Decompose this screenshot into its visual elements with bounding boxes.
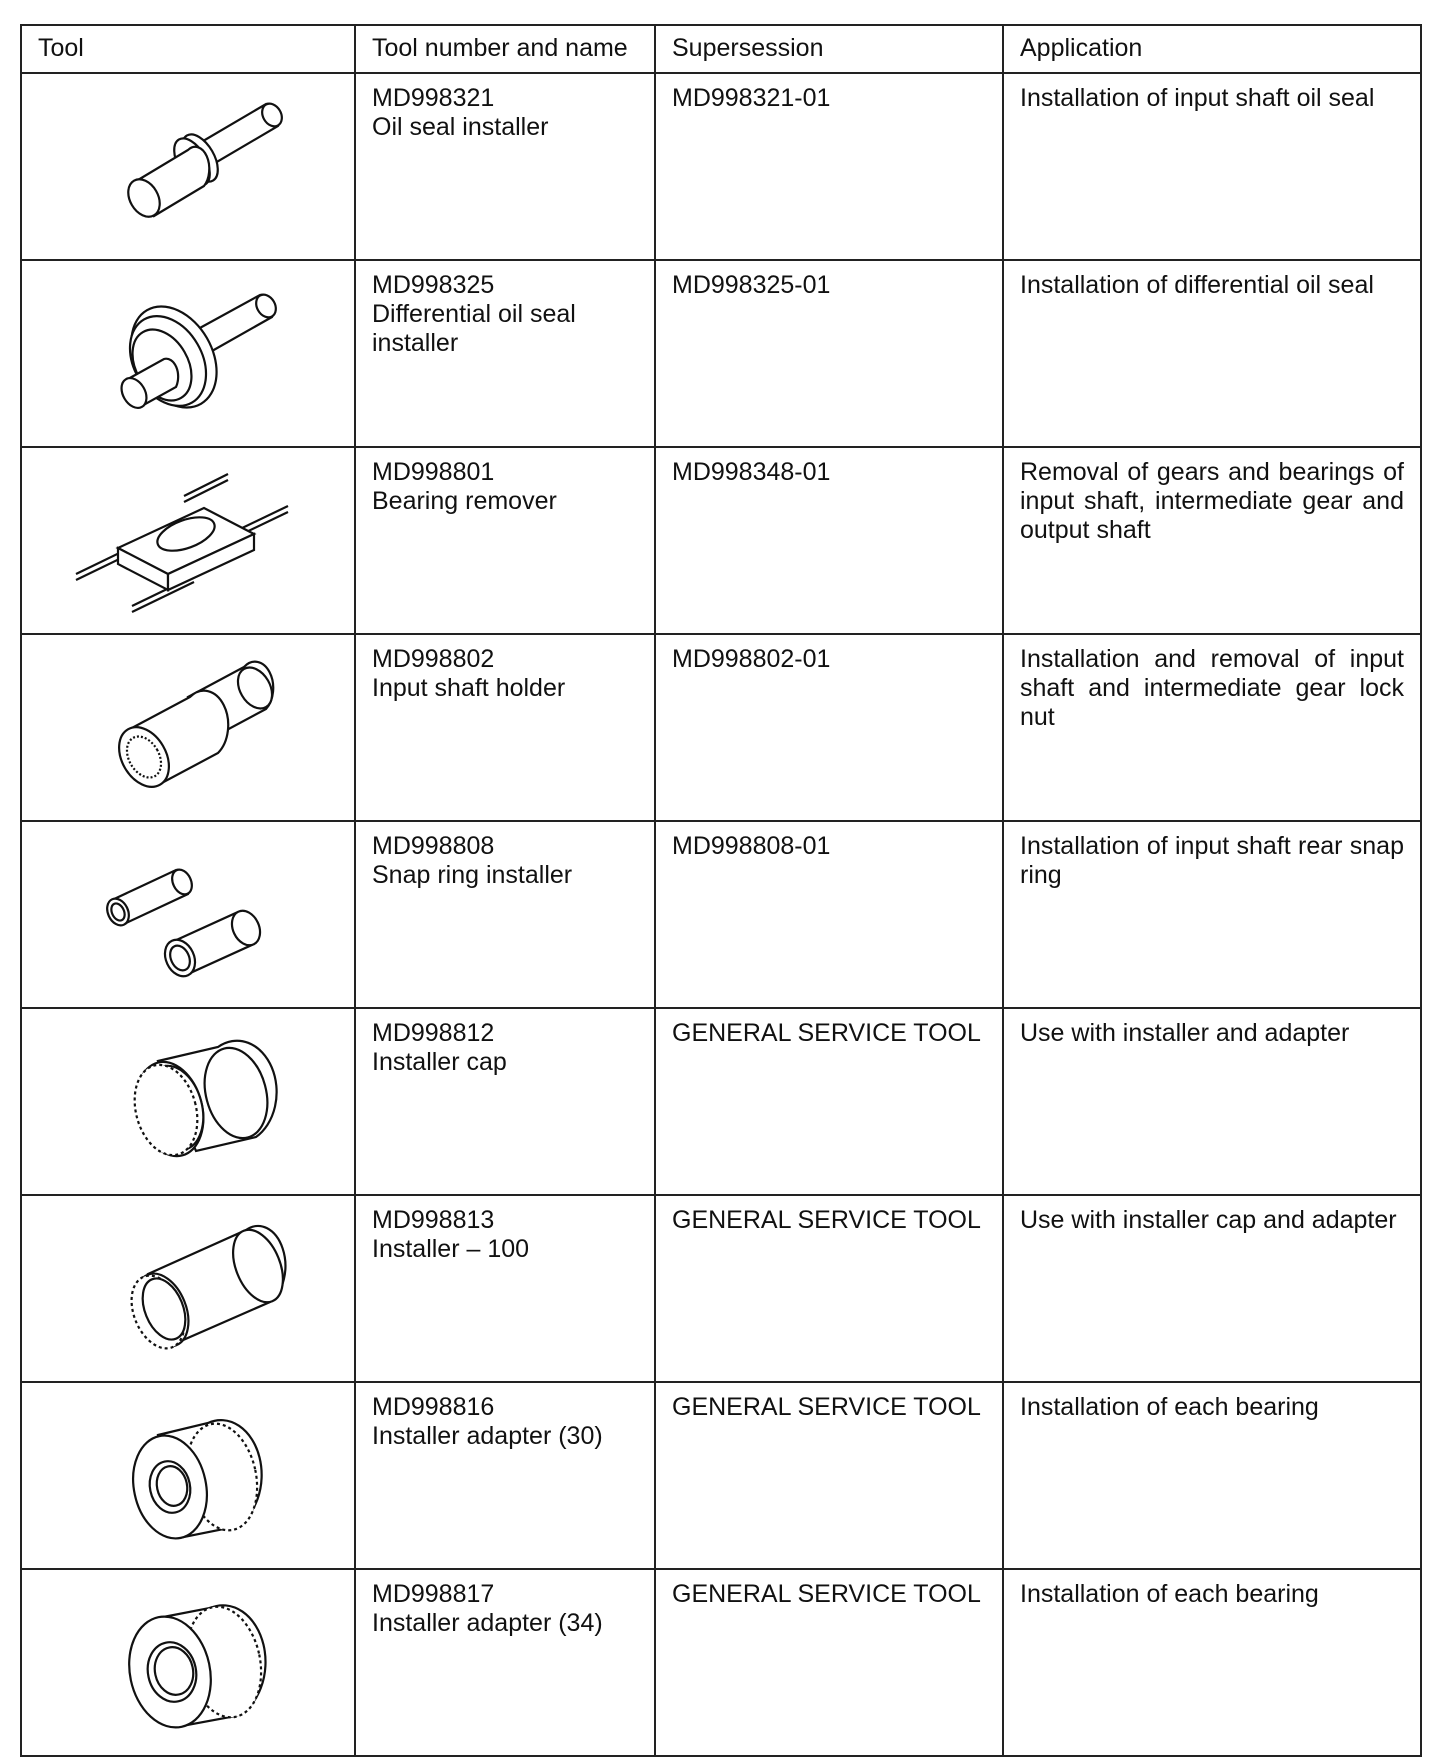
supersession-value: GENERAL SERVICE TOOL bbox=[672, 1580, 981, 1608]
application-cell bbox=[1003, 260, 1421, 447]
tool-name: Bearing remover bbox=[372, 487, 557, 515]
supersession-value: MD998808-01 bbox=[672, 832, 831, 860]
table-row bbox=[21, 1382, 1421, 1569]
tool-number: MD998801 bbox=[372, 458, 495, 486]
supersession-value: GENERAL SERVICE TOOL bbox=[672, 1019, 981, 1047]
snap-ring-installer-icon bbox=[78, 830, 298, 1000]
tool-number: MD998812 bbox=[372, 1019, 495, 1047]
tool-name: Installer cap bbox=[372, 1048, 507, 1076]
supersession-cell bbox=[655, 447, 1003, 634]
application-cell bbox=[1003, 634, 1421, 821]
header-tool: Tool bbox=[21, 25, 355, 73]
table-row bbox=[21, 634, 1421, 821]
tool-name: Input shaft holder bbox=[372, 674, 566, 702]
supersession-value: MD998802-01 bbox=[672, 645, 831, 673]
differential-oil-seal-installer-icon bbox=[78, 269, 298, 439]
installer-adapter-34-icon bbox=[78, 1578, 298, 1748]
tool-name: Installer adapter (30) bbox=[372, 1422, 603, 1450]
tool-number-name-cell bbox=[355, 1382, 655, 1569]
tool-number: MD998802 bbox=[372, 645, 495, 673]
tool-name: Installer – 100 bbox=[372, 1235, 530, 1263]
supersession-cell bbox=[655, 821, 1003, 1008]
supersession-value: MD998348-01 bbox=[672, 458, 831, 486]
tool-number-name-cell bbox=[355, 1008, 655, 1195]
tool-illustration-cell bbox=[21, 634, 355, 821]
tool-number-name-cell bbox=[355, 1569, 655, 1756]
application-cell bbox=[1003, 1008, 1421, 1195]
application-cell bbox=[1003, 821, 1421, 1008]
application-text: Use with installer and adapter bbox=[1020, 1019, 1350, 1047]
tool-number: MD998808 bbox=[372, 832, 495, 860]
application-text: Installation of each bearing bbox=[1020, 1393, 1319, 1421]
table-row bbox=[21, 260, 1421, 447]
supersession-cell bbox=[655, 634, 1003, 821]
tool-illustration-cell bbox=[21, 1008, 355, 1195]
table-row bbox=[21, 73, 1421, 260]
header-supersession: Supersession bbox=[655, 25, 1003, 73]
tool-name: Differential oil seal installer bbox=[372, 300, 576, 357]
installer-adapter-30-icon bbox=[78, 1391, 298, 1561]
supersession-cell bbox=[655, 260, 1003, 447]
tool-number: MD998813 bbox=[372, 1206, 495, 1234]
header-application: Application bbox=[1003, 25, 1421, 73]
tool-number: MD998817 bbox=[372, 1580, 495, 1608]
application-text: Installation of each bearing bbox=[1020, 1580, 1319, 1608]
tool-number-name-cell bbox=[355, 634, 655, 821]
table-row bbox=[21, 1008, 1421, 1195]
tool-number-name-cell bbox=[355, 73, 655, 260]
special-tools-sheet bbox=[20, 24, 1420, 1736]
supersession-cell bbox=[655, 1569, 1003, 1756]
supersession-cell bbox=[655, 1195, 1003, 1382]
tool-name: Snap ring installer bbox=[372, 861, 573, 889]
table-row bbox=[21, 1195, 1421, 1382]
application-cell bbox=[1003, 1382, 1421, 1569]
installer-100-icon bbox=[78, 1204, 298, 1374]
supersession-value: GENERAL SERVICE TOOL bbox=[672, 1393, 981, 1421]
tool-illustration-cell bbox=[21, 1382, 355, 1569]
tool-illustration-cell bbox=[21, 1195, 355, 1382]
application-text: Use with installer cap and adapter bbox=[1020, 1206, 1397, 1234]
supersession-cell bbox=[655, 1008, 1003, 1195]
table-header-row bbox=[21, 25, 1421, 73]
application-text: Installation of differential oil seal bbox=[1020, 271, 1374, 299]
tool-illustration-cell bbox=[21, 260, 355, 447]
table-row bbox=[21, 447, 1421, 634]
application-cell bbox=[1003, 73, 1421, 260]
input-shaft-holder-icon bbox=[78, 643, 298, 813]
tool-number: MD998321 bbox=[372, 84, 495, 112]
application-text: Installation of input shaft oil seal bbox=[1020, 84, 1375, 112]
supersession-value: MD998321-01 bbox=[672, 84, 831, 112]
application-cell bbox=[1003, 447, 1421, 634]
special-tools-table bbox=[20, 24, 1422, 1757]
bearing-remover-icon bbox=[68, 456, 308, 626]
tool-number: MD998816 bbox=[372, 1393, 495, 1421]
supersession-cell bbox=[655, 73, 1003, 260]
supersession-value: MD998325-01 bbox=[672, 271, 831, 299]
tool-number: MD998325 bbox=[372, 271, 495, 299]
tool-illustration-cell bbox=[21, 821, 355, 1008]
tool-number-name-cell bbox=[355, 821, 655, 1008]
application-text: Removal of gears and bearings of input shaft, intermediate gear and output shaft bbox=[1020, 458, 1404, 544]
application-text: Installation of input shaft rear snap ring bbox=[1020, 832, 1404, 889]
table-row bbox=[21, 821, 1421, 1008]
tool-name: Installer adapter (34) bbox=[372, 1609, 603, 1637]
tool-illustration-cell bbox=[21, 1569, 355, 1756]
tool-number-name-cell bbox=[355, 1195, 655, 1382]
oil-seal-installer-icon bbox=[78, 82, 298, 252]
tool-illustration-cell bbox=[21, 447, 355, 634]
supersession-cell bbox=[655, 1382, 1003, 1569]
application-cell bbox=[1003, 1195, 1421, 1382]
tool-name: Oil seal installer bbox=[372, 113, 549, 141]
installer-cap-icon bbox=[78, 1017, 298, 1187]
application-cell bbox=[1003, 1569, 1421, 1756]
supersession-value: GENERAL SERVICE TOOL bbox=[672, 1206, 981, 1234]
table-row bbox=[21, 1569, 1421, 1756]
application-text: Installation and removal of input shaft and intermediate gear lock nut bbox=[1020, 645, 1404, 731]
tool-illustration-cell bbox=[21, 73, 355, 260]
tool-number-name-cell bbox=[355, 447, 655, 634]
header-tool-number-name: Tool number and name bbox=[355, 25, 655, 73]
tool-number-name-cell bbox=[355, 260, 655, 447]
